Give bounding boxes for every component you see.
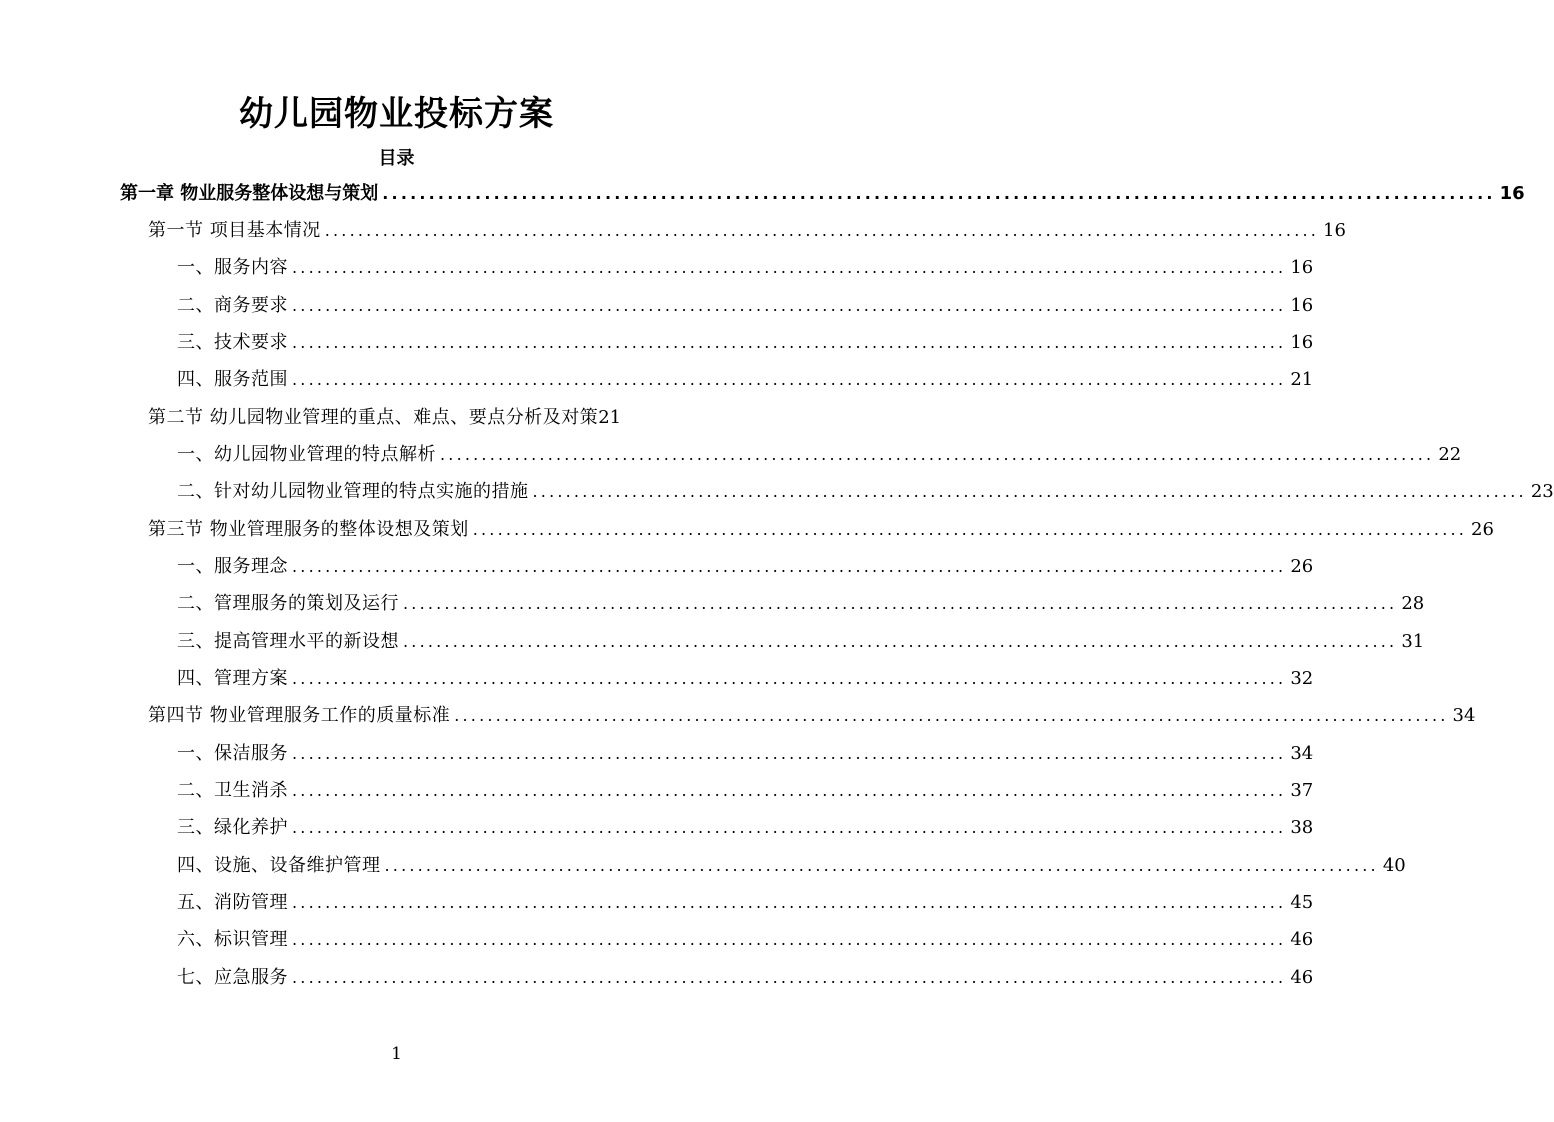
toc-entry[interactable] xyxy=(177,548,1314,585)
toc-entry-label: 二、针对幼儿园物业管理的特点实施的措施 xyxy=(177,481,529,502)
toc-entry[interactable] xyxy=(177,287,1314,324)
toc-leader-dots: ........................................................................................................................ xyxy=(292,818,1287,837)
toc-entry-page: 32 xyxy=(1290,668,1314,689)
toc-leader-dots: ........................................................................................................................ xyxy=(403,594,1398,613)
toc-entry-label: 六、标识管理 xyxy=(177,929,288,950)
toc-leader-dots: ........................................................................................................................ xyxy=(454,706,1449,725)
toc-entry[interactable] xyxy=(177,623,1425,660)
toc-entry-page: 22 xyxy=(1438,444,1462,465)
toc-entry-label: 第二节 幼儿园物业管理的重点、难点、要点分析及对策 xyxy=(148,407,599,428)
toc-entry-label: 二、管理服务的策划及运行 xyxy=(177,593,399,614)
toc-entry-label: 二、卫生消杀 xyxy=(177,780,288,801)
toc-leader-dots: ........................................................................................................................ xyxy=(384,856,1379,875)
toc-entry-page: 38 xyxy=(1290,817,1314,838)
toc-entry-page: 16 xyxy=(1290,257,1314,278)
toc-entry[interactable] xyxy=(177,436,1462,473)
toc-entry[interactable] xyxy=(177,660,1314,697)
toc-leader-dots: ........................................................................................................................ xyxy=(292,968,1287,987)
toc-entry[interactable] xyxy=(177,324,1314,361)
toc-entry-label: 第三节 物业管理服务的整体设想及策划 xyxy=(148,519,469,540)
toc-entry[interactable] xyxy=(177,959,1314,996)
toc-entry-label: 一、服务理念 xyxy=(177,556,288,577)
toc-entry-label: 第一章 物业服务整体设想与策划 xyxy=(120,183,379,204)
toc-entry-label: 五、消防管理 xyxy=(177,892,288,913)
toc-entry-label: 四、设施、设备维护管理 xyxy=(177,855,381,876)
toc-leader-dots: ........................................................................................................................ xyxy=(472,520,1468,539)
toc-entry-label: 第一节 项目基本情况 xyxy=(148,220,321,241)
toc-entry-page: 40 xyxy=(1382,855,1406,876)
toc-leader-dots: ........................................................................................................................ xyxy=(292,930,1287,949)
toc-entry-label: 三、提高管理水平的新设想 xyxy=(177,631,399,652)
toc-entry[interactable] xyxy=(177,361,1314,398)
toc-leader-dots: ........................................................................................................................ xyxy=(292,744,1287,763)
toc-entry[interactable] xyxy=(177,847,1406,884)
toc-entry[interactable] xyxy=(148,212,1346,249)
toc-leader-dots: ........................................................................................................................ xyxy=(292,296,1287,315)
toc-entry[interactable] xyxy=(177,772,1314,809)
toc-entry[interactable] xyxy=(177,473,1554,510)
toc-entry[interactable] xyxy=(148,399,673,436)
toc-entry[interactable] xyxy=(177,249,1314,286)
toc-leader-dots: ........................................................................................................................ xyxy=(292,669,1287,688)
toc-entry-label: 一、服务内容 xyxy=(177,257,288,278)
toc-entry-label: 七、应急服务 xyxy=(177,967,288,988)
toc-entry[interactable] xyxy=(148,511,1494,548)
toc-entry[interactable] xyxy=(177,809,1314,846)
toc-entry-page: 16 xyxy=(1499,183,1525,204)
toc-leader-dots: ........................................................................................................................ xyxy=(440,445,1435,464)
toc-leader-dots: ........................................................................................................................ xyxy=(292,781,1287,800)
toc-entry-page: 34 xyxy=(1290,743,1314,764)
toc-entry-page: 34 xyxy=(1452,705,1476,726)
toc-entry[interactable] xyxy=(177,884,1314,921)
toc-entry-page: 28 xyxy=(1401,593,1425,614)
toc-entry-page: 26 xyxy=(1290,556,1314,577)
toc-entry-page: 23 xyxy=(1530,481,1554,502)
toc-leader-dots: ........................................................................................................................ xyxy=(292,258,1287,277)
toc-entry-page: 46 xyxy=(1290,967,1314,988)
toc-leader-dots: ........................................................................................................................ xyxy=(292,333,1287,352)
toc-entry-label: 一、幼儿园物业管理的特点解析 xyxy=(177,444,436,465)
toc-entry-page: 21 xyxy=(1290,369,1314,390)
toc-entry-label: 三、绿化养护 xyxy=(177,817,288,838)
toc-entry-page: 45 xyxy=(1290,892,1314,913)
toc-leader-dots: ........................................................................................................................ xyxy=(292,557,1287,576)
toc-entry-page: 37 xyxy=(1290,780,1314,801)
toc-entry-page: 16 xyxy=(1323,220,1346,241)
toc-entry-label: 第四节 物业管理服务工作的质量标准 xyxy=(148,705,451,726)
toc-leader-dots: ........................................................................................................................ xyxy=(532,482,1527,501)
document-title: 幼儿园物业投标方案 xyxy=(239,94,554,134)
toc-entry-label: 四、管理方案 xyxy=(177,668,288,689)
toc-entry-page: 31 xyxy=(1401,631,1425,652)
toc-leader-dots: ........................................................................................................................ xyxy=(292,370,1287,389)
toc-entry-page: 46 xyxy=(1290,929,1314,950)
toc-heading: 目录 xyxy=(378,148,415,169)
toc-entry[interactable] xyxy=(148,697,1476,734)
toc-entry-label: 二、商务要求 xyxy=(177,295,288,316)
toc-entry-page: 21 xyxy=(598,407,622,428)
toc-leader-dots: ........................................................................................................................ xyxy=(382,184,1496,203)
toc-entry-page: 16 xyxy=(1290,332,1314,353)
toc-entry-label: 四、服务范围 xyxy=(177,369,288,390)
toc-entry[interactable] xyxy=(177,735,1314,772)
toc-entry-label: 三、技术要求 xyxy=(177,332,288,353)
toc-entry-label: 一、保洁服务 xyxy=(177,743,288,764)
toc-leader-dots: ........................................................................................................................ xyxy=(403,632,1398,651)
toc-entry[interactable] xyxy=(177,585,1425,622)
toc-entry[interactable] xyxy=(177,921,1314,958)
toc-entry[interactable] xyxy=(120,175,1525,212)
toc-entry-page: 16 xyxy=(1290,295,1314,316)
toc-entry-page: 26 xyxy=(1471,519,1494,540)
page-number: 1 xyxy=(391,1044,402,1064)
toc-leader-dots: ........................................................................................................................ xyxy=(292,893,1287,912)
toc-leader-dots: ........................................................................................................................ xyxy=(324,221,1320,240)
